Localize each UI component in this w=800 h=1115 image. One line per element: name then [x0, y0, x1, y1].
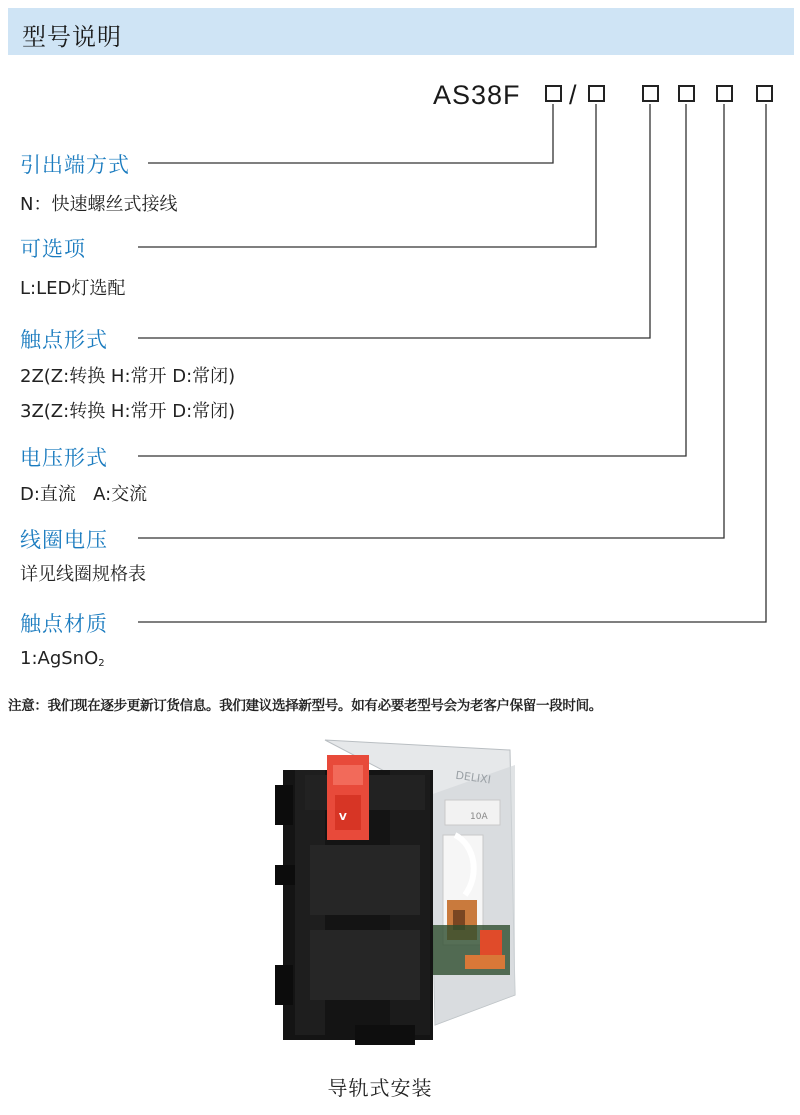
- connector-coil-voltage: [138, 104, 724, 538]
- connector-option: [138, 104, 596, 247]
- field-desc-contact-form-2z: 2Z(Z:转换 H:常开 D:常闭): [20, 366, 236, 387]
- rating-label: 10A: [470, 812, 488, 822]
- connector-contact-form: [138, 104, 650, 338]
- field-title-coil-voltage: 线圈电压: [20, 524, 112, 554]
- field-title-terminal: 引出端方式: [20, 149, 134, 179]
- connector-terminal: [148, 104, 553, 163]
- field-title-contact-material: 触点材质: [20, 608, 112, 638]
- field-title-voltage-type: 电压形式: [20, 442, 112, 472]
- field-desc-voltage-type: D:直流 A:交流: [20, 484, 148, 505]
- ordering-note: 注意：我们现在逐步更新订货信息。我们建议选择新型号。如有必要老型号会为老客户保留一段时间。: [8, 698, 602, 714]
- svg-text:V: V: [339, 812, 347, 823]
- model-code: AS38F: [433, 80, 521, 110]
- model-separator: /: [569, 80, 577, 110]
- field-desc-contact-material: [20, 648, 105, 669]
- field-desc-contact-form-3z: 3Z(Z:转换 H:常开 D:常闭): [20, 401, 236, 422]
- field-title-contact-form: 触点形式: [20, 324, 112, 354]
- relay-product-image: [265, 725, 535, 1065]
- contact-material-formula: 1:AgSnO: [20, 648, 99, 669]
- field-desc-terminal: N：快速螺丝式接线: [20, 194, 178, 215]
- section-title: 型号说明: [22, 23, 122, 51]
- field-desc-coil-voltage: 详见线圈规格表: [20, 564, 146, 585]
- product-caption: 导轨式安装: [327, 1076, 433, 1100]
- cover-label: DELIXI: [454, 768, 492, 787]
- field-title-option: 可选项: [20, 233, 90, 263]
- field-desc-option: L:LED灯选配: [20, 278, 126, 299]
- contact-material-subscript: 2: [98, 658, 105, 669]
